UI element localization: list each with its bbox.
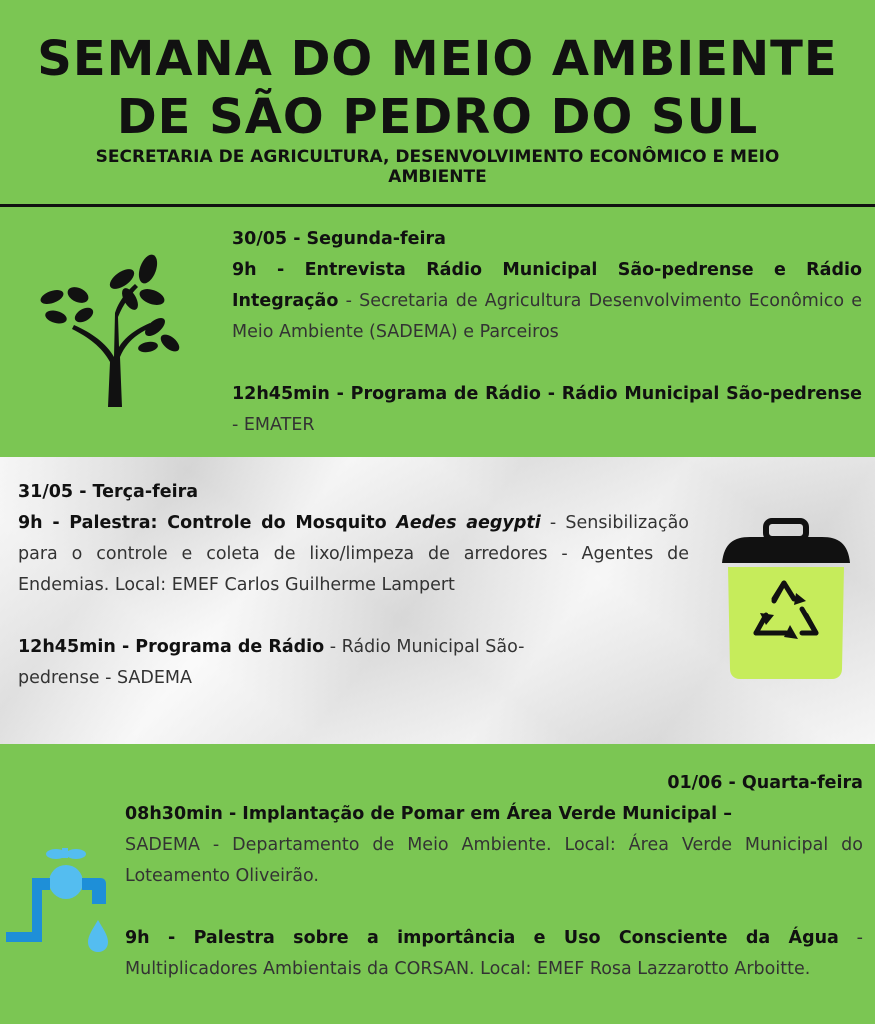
page-subtitle (50, 147, 825, 187)
day-3-event-2-details: - Multiplicadores Ambientais da CORSAN. Local: EMEF Rosa Lazzarotto Arboitte. (125, 928, 863, 979)
day-2-event-1 (18, 508, 689, 601)
header (0, 0, 875, 207)
day-1-schedule (232, 224, 862, 441)
day-section-3 (0, 744, 875, 1024)
day-3-schedule (125, 799, 863, 985)
recycle-bin-icon (720, 517, 852, 682)
day-2-event-1-title: 9h - Palestra: Controle do Mosquito (18, 513, 397, 533)
subtitle-line-1: SECRETARIA DE AGRICULTURA, DESENVOLVIMENTO ECONÔMICO E MEIO (95, 147, 780, 167)
day-1-event-2 (232, 379, 862, 441)
day-1-event-1 (232, 255, 862, 348)
day-1-event-2-title: 12h45min - Programa de Rádio - Rádio Municipal São-pedrense (232, 384, 862, 404)
day-3-event-2 (125, 923, 863, 985)
tree-icon (30, 247, 190, 412)
water-tap-icon (4, 848, 114, 958)
day-1-event-2-details: - EMATER (232, 415, 315, 435)
day-3-event-2-title: 9h - Palestra sobre a importância e Uso Consciente da Água (125, 928, 839, 948)
day-section-2 (0, 457, 875, 744)
day-2-event-2-title: 12h45min - Programa de Rádio (18, 637, 325, 657)
day-section-1 (0, 207, 875, 457)
title-line-2: DE SÃO PEDRO DO SUL (116, 89, 759, 145)
day-2-event-1-details: - Sensibilização para o controle e coleta de lixo/limpeza de arredores - Agentes de Endemias. Local: EMEF Carlos Guilherme Lampert (18, 513, 689, 595)
day-2-event-2 (18, 632, 689, 694)
page-title (0, 30, 875, 146)
day-1-date: 30/05 - Segunda-feira (232, 229, 446, 249)
day-3-event-1 (125, 799, 863, 892)
day-3-event-1-details: SADEMA - Departamento de Meio Ambiente. Local: Área Verde Municipal do Loteamento Oliveirão. (125, 835, 863, 886)
subtitle-line-2: AMBIENTE (388, 167, 487, 187)
day-3-event-1-title: 08h30min - Implantação de Pomar em Área Verde Municipal – (125, 804, 733, 824)
day-3-date: 01/06 - Quarta-feira (667, 773, 863, 793)
day-2-event-1-species: Aedes aegypti (396, 513, 541, 533)
day-1-event-1-title: 9h - Entrevista Rádio Municipal São-pedrense e Rádio Integração (232, 260, 862, 311)
day-2-schedule (18, 477, 689, 694)
day-1-event-1-details: - Secretaria de Agricultura Desenvolvimento Econômico e Meio Ambiente (SADEMA) e Parceiros (232, 291, 862, 342)
day-2-event-2-details-line-1: - Rádio Municipal São- (324, 637, 525, 657)
title-line-1: SEMANA DO MEIO AMBIENTE (37, 31, 838, 87)
day-2-event-2-details-line-2: pedrense - SADEMA (18, 668, 192, 688)
day-2-date: 31/05 - Terça-feira (18, 482, 199, 502)
